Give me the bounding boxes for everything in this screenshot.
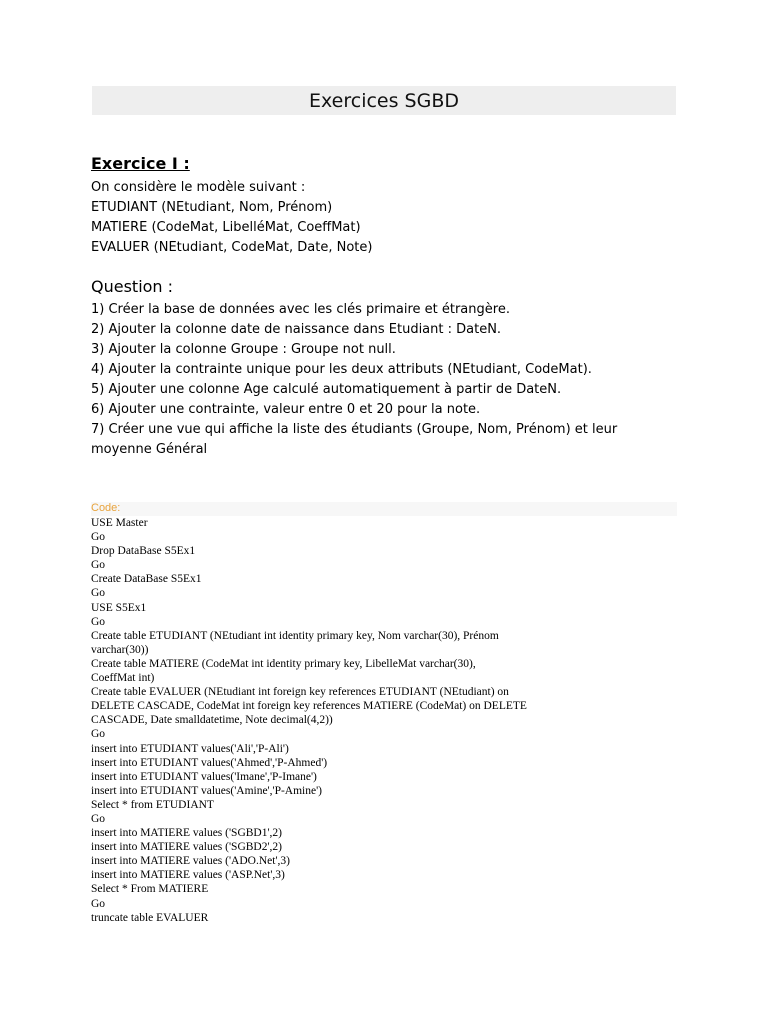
question-item: 1) Créer la base de données avec les clés primaire et étrangère. bbox=[91, 302, 510, 317]
code-line: Go bbox=[91, 615, 106, 628]
question-item: moyenne Général bbox=[91, 442, 208, 457]
code-line: insert into ETUDIANT values('Ali','P-Ali') bbox=[91, 742, 289, 755]
question-item: 2) Ajouter la colonne date de naissance dans Etudiant : DateN. bbox=[91, 322, 502, 337]
question-heading: Question : bbox=[91, 277, 174, 296]
page-title: Exercices SGBD bbox=[309, 89, 459, 112]
code-line: Go bbox=[91, 559, 106, 572]
model-line: EVALUER (NEtudiant, CodeMat, Date, Note) bbox=[91, 240, 373, 255]
code-line: USE Master bbox=[91, 517, 148, 529]
code-line: Create table MATIERE (CodeMat int identity primary key, LibelleMat varchar(30), bbox=[91, 657, 476, 670]
code-line: Go bbox=[91, 812, 106, 825]
exercise-heading: Exercice I : bbox=[91, 154, 190, 173]
code-label: Code: bbox=[91, 502, 121, 514]
question-item: 7) Créer une vue qui affiche la liste des étudiants (Groupe, Nom, Prénom) et leur bbox=[91, 422, 618, 437]
code-line: insert into ETUDIANT values('Imane','P-Imane') bbox=[91, 770, 317, 783]
question-item: 6) Ajouter une contrainte, valeur entre 0 et 20 pour la note. bbox=[91, 402, 481, 417]
code-line: insert into MATIERE values ('SGBD2',2) bbox=[91, 841, 283, 854]
code-line: insert into MATIERE values ('ADO.Net',3) bbox=[91, 855, 290, 868]
question-list bbox=[91, 300, 651, 460]
question-item: 3) Ajouter la colonne Groupe : Groupe not null. bbox=[91, 342, 396, 357]
code-line: insert into ETUDIANT values('Amine','P-Amine') bbox=[91, 784, 323, 797]
code-line: Go bbox=[91, 587, 106, 600]
code-line: CASCADE, Date smalldatetime, Note decimal(4,2)) bbox=[91, 714, 333, 727]
code-line: Select * From MATIERE bbox=[91, 883, 209, 896]
code-line: USE S5Ex1 bbox=[91, 601, 147, 614]
code-line: Go bbox=[91, 897, 106, 910]
code-line: varchar(30)) bbox=[91, 643, 149, 656]
code-line: DELETE CASCADE, CodeMat int foreign key references MATIERE (CodeMat) on DELETE bbox=[91, 700, 527, 713]
code-line: truncate table EVALUER bbox=[91, 911, 209, 924]
code-line: CoeffMat int) bbox=[91, 672, 155, 685]
code-line: insert into MATIERE values ('ASP.Net',3) bbox=[91, 869, 285, 882]
code-line: insert into ETUDIANT values('Ahmed','P-Ahmed') bbox=[91, 756, 328, 769]
question-item: 4) Ajouter la contrainte unique pour les deux attributs (NEtudiant, CodeMat). bbox=[91, 362, 592, 377]
code-line: Create DataBase S5Ex1 bbox=[91, 573, 202, 586]
code-line: Drop DataBase S5Ex1 bbox=[91, 545, 196, 558]
code-line: Go bbox=[91, 728, 106, 741]
title-bar bbox=[92, 86, 676, 115]
code-line: insert into MATIERE values ('SGBD1',2) bbox=[91, 827, 283, 840]
model-line: ETUDIANT (NEtudiant, Nom, Prénom) bbox=[91, 200, 333, 215]
model-description bbox=[91, 178, 372, 258]
code-line: Create table ETUDIANT (NEtudiant int identity primary key, Nom varchar(30), Prénom bbox=[91, 629, 499, 642]
code-line: Select * from ETUDIANT bbox=[91, 798, 214, 811]
model-line: MATIERE (CodeMat, LibelléMat, CoeffMat) bbox=[91, 220, 361, 235]
code-block bbox=[91, 516, 591, 925]
code-label-bar bbox=[91, 502, 677, 516]
model-line: On considère le modèle suivant : bbox=[91, 180, 306, 195]
question-item: 5) Ajouter une colonne Age calculé automatiquement à partir de DateN. bbox=[91, 382, 562, 397]
code-line: Go bbox=[91, 531, 106, 544]
code-line: Create table EVALUER (NEtudiant int foreign key references ETUDIANT (NEtudiant) on bbox=[91, 686, 509, 699]
